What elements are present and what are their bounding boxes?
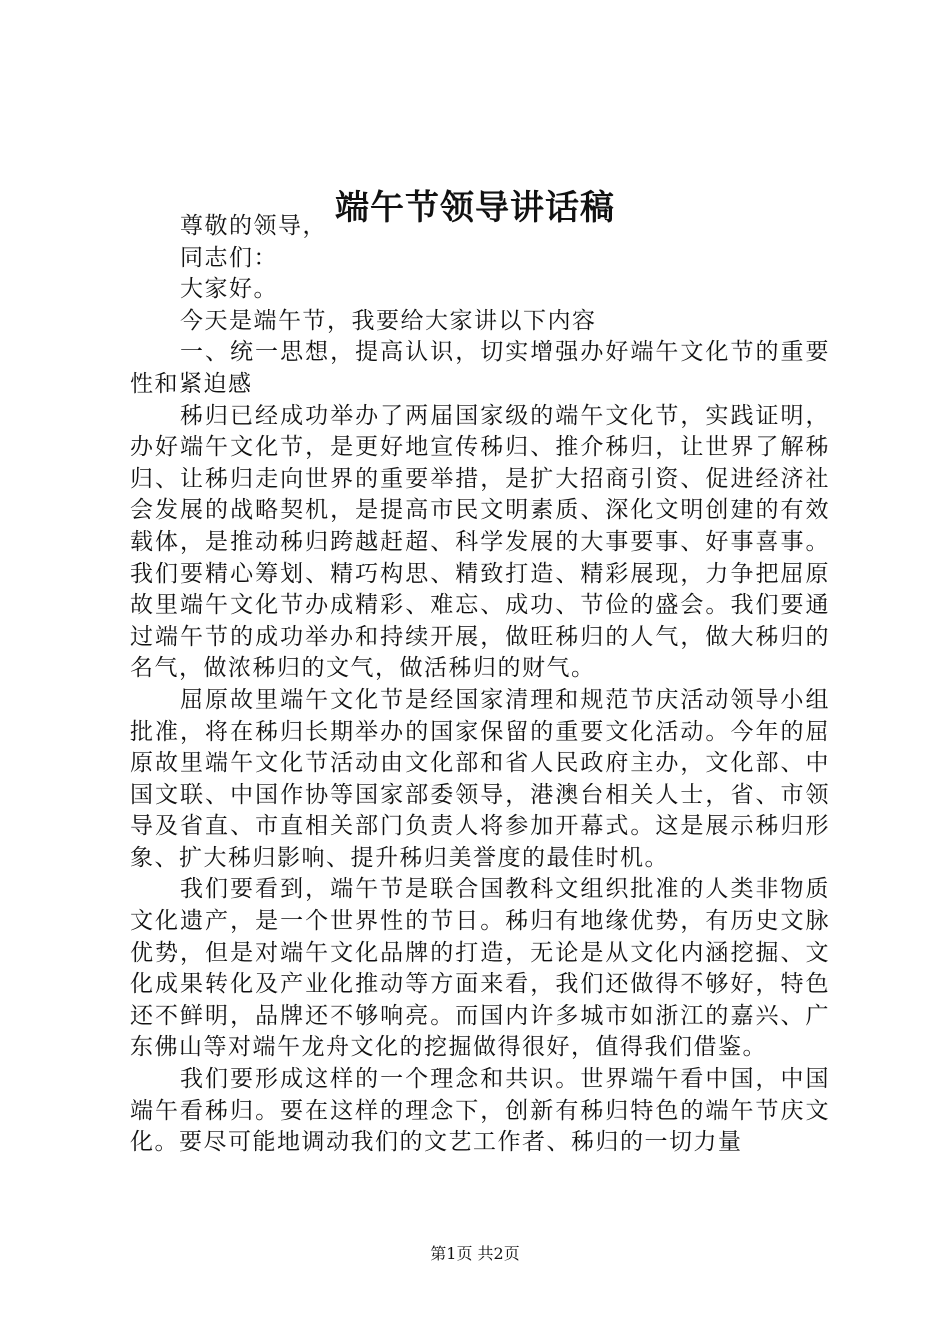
paragraph-body: 屈原故里端午文化节是经国家清理和规范节庆活动领导小组批准，将在秭归长期举办的国家保留的重要文化活动。今年的屈原故里端午文化节活动由文化部和省人民政府主办，文化部、中国文联、中国作协等国家部委领导，港澳台相关人士，省、市领导及省直、市直相关部门负责人将参加开幕式。这是展示秭归形象、扩大秭归影响、提升秭归美誉度的最佳时机。 — [130, 686, 830, 871]
paragraph-body: 秭归已经成功举办了两届国家级的端午文化节，实践证明，办好端午文化节，是更好地宣传秭归、推介秭归，让世界了解秭归、让秭归走向世界的重要举措，是扩大招商引资、促进经济社会发展的战略契机，是提高市民文明素质、深化文明创建的有效载体，是推动秭归跨越赶超、科学发展的大事要事、好事喜事。我们要精心筹划、精巧构思、精致打造、精彩展现，力争把屈原故里端午文化节办成精彩、难忘、成功、节俭的盛会。我们要通过端午节的成功举办和持续开展，做旺秭归的人气，做大秭归的名气，做浓秭归的文气，做活秭归的财气。 — [130, 402, 830, 682]
document-body — [130, 211, 830, 1159]
paragraph-intro: 今天是端午节，我要给大家讲以下内容 — [180, 307, 597, 334]
paragraph-section-heading: 一、统一思想，提高认识，切实增强办好端午文化节的重要性和紧迫感 — [130, 339, 830, 397]
page-number-footer: 第1页 共2页 — [430, 1244, 520, 1263]
document-title: 端午节领导讲话稿 — [335, 188, 615, 228]
paragraph-salutation-leaders: 尊敬的领导， — [180, 213, 327, 239]
paragraph-greeting: 大家好。 — [180, 276, 278, 303]
paragraph-body: 我们要形成这样的一个理念和共识。世界端午看中国，中国端午看秭归。要在这样的理念下，创新有秭归特色的端午节庆文化。要尽可能地调动我们的文艺工作者、秭归的一切力量 — [130, 1066, 830, 1156]
paragraph-salutation-comrades: 同志们： — [180, 244, 278, 271]
paragraph-body: 我们要看到，端午节是联合国教科文组织批准的人类非物质文化遗产，是一个世界性的节日。秭归有地缘优势，有历史文脉优势，但是对端午文化品牌的打造，无论是从文化内涵挖掘、文化成果转化及产业化推动等方面来看，我们还做得不够好，特色还不鲜明，品牌还不够响亮。而国内许多城市如浙江的嘉兴、广东佛山等对端午龙舟文化的挖掘做得很好，值得我们借鉴。 — [130, 876, 830, 1061]
